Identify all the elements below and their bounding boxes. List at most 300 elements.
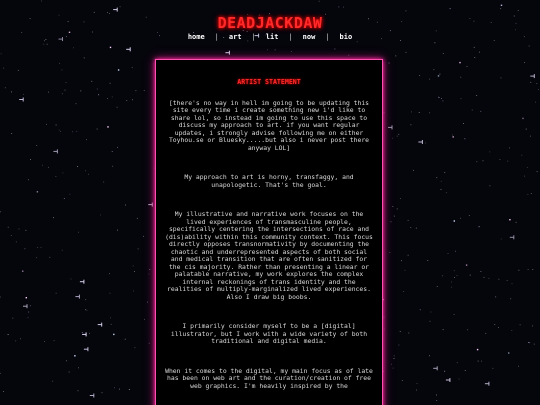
star bbox=[59, 130, 60, 131]
star bbox=[532, 269, 533, 270]
star bbox=[522, 118, 523, 119]
star bbox=[397, 209, 398, 210]
star bbox=[66, 82, 67, 83]
star bbox=[510, 298, 511, 299]
nav-separator: | bbox=[288, 33, 293, 41]
star bbox=[129, 389, 130, 390]
star bbox=[69, 372, 70, 373]
star bbox=[109, 273, 110, 274]
star bbox=[70, 194, 71, 195]
bright-star bbox=[485, 382, 490, 386]
star bbox=[88, 174, 89, 175]
star bbox=[452, 135, 453, 136]
star bbox=[335, 49, 336, 50]
star bbox=[134, 271, 135, 272]
artist-statement-heading: ARTIST STATEMENT bbox=[237, 78, 301, 86]
star bbox=[479, 226, 480, 227]
star bbox=[534, 344, 535, 345]
star bbox=[48, 92, 49, 93]
star bbox=[489, 278, 490, 279]
star bbox=[399, 345, 400, 346]
star bbox=[436, 177, 437, 178]
star bbox=[16, 242, 17, 243]
star bbox=[43, 44, 44, 45]
star bbox=[74, 355, 75, 356]
star bbox=[443, 101, 444, 102]
star bbox=[30, 159, 31, 160]
star bbox=[53, 217, 54, 218]
star bbox=[65, 90, 66, 91]
star bbox=[18, 70, 19, 71]
star bbox=[23, 94, 24, 95]
star bbox=[26, 297, 27, 298]
star bbox=[535, 102, 536, 103]
main-nav bbox=[0, 33, 540, 41]
star bbox=[391, 221, 392, 222]
star bbox=[529, 46, 530, 47]
star bbox=[478, 226, 479, 227]
star bbox=[76, 131, 77, 132]
star bbox=[527, 167, 528, 168]
star bbox=[85, 170, 86, 171]
star bbox=[466, 264, 467, 265]
bright-star bbox=[23, 304, 28, 308]
star bbox=[480, 111, 481, 112]
star bbox=[455, 251, 456, 252]
star bbox=[441, 98, 442, 99]
star bbox=[28, 317, 29, 318]
star bbox=[440, 74, 441, 75]
bright-star bbox=[53, 149, 58, 153]
star bbox=[384, 112, 385, 113]
nav-home-link[interactable]: home bbox=[187, 33, 205, 41]
star bbox=[149, 343, 150, 344]
star bbox=[348, 55, 349, 56]
star bbox=[42, 165, 43, 166]
bright-star bbox=[418, 140, 423, 144]
star bbox=[516, 222, 517, 223]
star bbox=[52, 381, 53, 382]
star bbox=[44, 341, 45, 342]
star bbox=[402, 380, 403, 381]
star bbox=[401, 260, 402, 261]
star bbox=[56, 125, 57, 126]
star bbox=[132, 99, 133, 100]
star bbox=[459, 379, 460, 380]
star bbox=[403, 291, 404, 292]
star bbox=[19, 229, 20, 230]
star bbox=[507, 161, 508, 162]
star bbox=[500, 159, 501, 160]
star bbox=[11, 235, 12, 236]
star bbox=[441, 189, 442, 190]
star bbox=[520, 324, 521, 325]
star bbox=[467, 66, 468, 67]
star bbox=[441, 181, 442, 182]
star bbox=[501, 239, 502, 240]
star bbox=[494, 324, 495, 325]
star bbox=[406, 11, 407, 12]
star bbox=[102, 392, 103, 393]
content-scroll-area bbox=[156, 60, 382, 390]
star bbox=[429, 355, 430, 356]
star bbox=[528, 269, 529, 270]
star bbox=[460, 218, 461, 219]
star bbox=[530, 82, 531, 83]
star bbox=[431, 312, 432, 313]
star bbox=[20, 338, 21, 339]
star bbox=[117, 230, 118, 231]
bright-star bbox=[113, 8, 118, 12]
bright-star bbox=[75, 295, 80, 299]
star bbox=[97, 129, 98, 130]
site-title: DEADJACKDAW bbox=[217, 14, 323, 32]
star bbox=[451, 287, 452, 288]
star bbox=[41, 1, 42, 2]
star bbox=[125, 339, 126, 340]
statement-paragraph-medium: I primarily consider myself to be a [digital] illustrator, but I work with a wide variety of both traditional and digital media. bbox=[170, 322, 368, 345]
star bbox=[28, 312, 29, 313]
star bbox=[532, 326, 533, 327]
star bbox=[408, 333, 409, 334]
star bbox=[460, 77, 461, 78]
star bbox=[499, 279, 500, 280]
star bbox=[529, 342, 530, 343]
star bbox=[469, 215, 470, 216]
star bbox=[80, 91, 81, 92]
star bbox=[138, 249, 139, 250]
star bbox=[459, 62, 460, 63]
star bbox=[357, 41, 358, 42]
star bbox=[501, 5, 502, 6]
star bbox=[143, 236, 144, 237]
star bbox=[135, 347, 136, 348]
star bbox=[400, 331, 401, 332]
star bbox=[120, 6, 121, 7]
star bbox=[0, 373, 1, 374]
star bbox=[411, 124, 412, 125]
bright-star bbox=[126, 47, 131, 51]
star bbox=[149, 269, 150, 270]
star bbox=[538, 89, 539, 90]
star bbox=[436, 400, 437, 401]
nav-separator: | bbox=[214, 33, 219, 41]
bright-star bbox=[530, 74, 535, 78]
star bbox=[518, 366, 519, 367]
nav-lit-link[interactable]: lit bbox=[265, 33, 279, 41]
nav-art-link[interactable]: art bbox=[228, 33, 242, 41]
star bbox=[474, 47, 475, 48]
star bbox=[107, 12, 108, 13]
nav-separator: | bbox=[325, 33, 330, 41]
star bbox=[413, 170, 414, 171]
star bbox=[400, 198, 401, 199]
statement-paragraph-digital: When it comes to the digital, my main focus as of late has been on web art and the curation/creation of free web graphics. I'm heavily inspired by the bbox=[165, 366, 373, 390]
star bbox=[319, 1, 320, 2]
star bbox=[136, 90, 137, 91]
star bbox=[110, 83, 111, 84]
star bbox=[85, 309, 86, 310]
star bbox=[446, 192, 447, 193]
star bbox=[343, 7, 344, 8]
star bbox=[394, 358, 395, 359]
star bbox=[389, 63, 390, 64]
star bbox=[476, 95, 477, 96]
star bbox=[46, 124, 47, 125]
star bbox=[465, 138, 466, 139]
star bbox=[453, 136, 454, 137]
star bbox=[531, 193, 532, 194]
star bbox=[3, 68, 4, 69]
star bbox=[62, 70, 63, 71]
star bbox=[524, 176, 525, 177]
star bbox=[41, 247, 42, 248]
star bbox=[0, 211, 1, 212]
star bbox=[47, 44, 48, 45]
star bbox=[393, 368, 394, 369]
star bbox=[72, 131, 73, 132]
star bbox=[416, 228, 417, 229]
star bbox=[73, 47, 74, 48]
star bbox=[63, 173, 64, 174]
star bbox=[60, 131, 61, 132]
statement-paragraph-intro: [there's no way in hell im going to be updating this site every time i create something new i'd like to share lol, so instead im going to use this space to discuss my approach to art. if you want regular updates, i strongly advise following me on either Toyhou.se or Bluesky.....but also i never post there anyway LOL] bbox=[168, 98, 370, 152]
star bbox=[133, 266, 134, 267]
star bbox=[444, 172, 445, 173]
bright-star bbox=[225, 51, 230, 55]
star bbox=[410, 227, 411, 228]
star bbox=[125, 205, 126, 206]
star bbox=[481, 271, 482, 272]
star bbox=[405, 270, 406, 271]
star bbox=[425, 143, 426, 144]
star bbox=[395, 56, 396, 57]
star bbox=[94, 12, 95, 13]
star bbox=[77, 166, 78, 167]
star bbox=[133, 291, 134, 292]
star bbox=[444, 371, 445, 372]
star bbox=[479, 52, 480, 53]
bright-star bbox=[90, 394, 95, 398]
star bbox=[416, 390, 417, 391]
star bbox=[8, 227, 9, 228]
star bbox=[22, 271, 23, 272]
star bbox=[511, 330, 512, 331]
star bbox=[84, 58, 85, 59]
star bbox=[36, 145, 37, 146]
star bbox=[438, 97, 439, 98]
star bbox=[528, 342, 529, 343]
nav-bio-link[interactable]: bio bbox=[339, 33, 353, 41]
star bbox=[457, 362, 458, 363]
star bbox=[411, 112, 412, 113]
star bbox=[508, 352, 509, 353]
nav-separator: | bbox=[251, 33, 256, 41]
star bbox=[454, 220, 455, 221]
star bbox=[477, 349, 478, 350]
star bbox=[144, 90, 145, 91]
star bbox=[427, 260, 428, 261]
star bbox=[3, 391, 4, 392]
star bbox=[484, 277, 485, 278]
star bbox=[392, 138, 393, 139]
star bbox=[114, 387, 115, 388]
star bbox=[408, 255, 409, 256]
star bbox=[437, 286, 438, 287]
star bbox=[397, 136, 398, 137]
star bbox=[537, 171, 538, 172]
star bbox=[518, 10, 519, 11]
star bbox=[454, 277, 455, 278]
star bbox=[12, 318, 13, 319]
bright-star bbox=[446, 378, 451, 382]
star bbox=[85, 299, 86, 300]
statement-paragraph-approach: My approach to art is horny, transfaggy, and unapologetic. That's the goal. bbox=[184, 173, 354, 189]
star bbox=[420, 309, 421, 310]
star bbox=[507, 280, 508, 281]
star bbox=[394, 216, 395, 217]
bright-star bbox=[148, 203, 153, 207]
star bbox=[62, 93, 63, 94]
star bbox=[59, 63, 60, 64]
bright-star bbox=[433, 366, 438, 370]
star bbox=[489, 152, 490, 153]
star bbox=[430, 321, 431, 322]
star bbox=[76, 103, 77, 104]
star bbox=[384, 317, 385, 318]
star bbox=[110, 47, 111, 48]
star bbox=[26, 230, 27, 231]
star bbox=[86, 139, 87, 140]
star bbox=[443, 53, 444, 54]
star bbox=[528, 194, 529, 195]
star bbox=[1, 53, 2, 54]
star bbox=[495, 297, 496, 298]
star bbox=[472, 110, 473, 111]
star bbox=[100, 215, 101, 216]
star bbox=[429, 112, 430, 113]
star bbox=[417, 383, 418, 384]
star bbox=[275, 50, 276, 51]
star bbox=[408, 220, 409, 221]
star bbox=[28, 179, 29, 180]
star bbox=[509, 148, 510, 149]
star bbox=[438, 75, 439, 76]
star bbox=[149, 274, 150, 275]
star bbox=[406, 52, 407, 53]
star bbox=[11, 133, 12, 134]
star bbox=[107, 126, 108, 127]
star bbox=[49, 257, 50, 258]
star bbox=[454, 270, 455, 271]
star bbox=[117, 147, 118, 148]
star bbox=[483, 160, 484, 161]
star bbox=[526, 129, 527, 130]
star bbox=[493, 368, 494, 369]
star bbox=[56, 176, 57, 177]
star bbox=[126, 100, 127, 101]
star bbox=[451, 282, 452, 283]
star bbox=[490, 185, 491, 186]
star bbox=[485, 333, 486, 334]
bright-star bbox=[98, 323, 103, 327]
star bbox=[117, 107, 118, 108]
star bbox=[391, 364, 392, 365]
star bbox=[524, 62, 525, 63]
nav-now-link[interactable]: now bbox=[302, 33, 316, 41]
star bbox=[530, 136, 531, 137]
star bbox=[62, 250, 63, 251]
star bbox=[439, 97, 440, 98]
star bbox=[474, 57, 475, 58]
star bbox=[443, 329, 444, 330]
star bbox=[111, 324, 112, 325]
star bbox=[463, 123, 464, 124]
star bbox=[107, 98, 108, 99]
star bbox=[389, 252, 390, 253]
star bbox=[132, 67, 133, 68]
star bbox=[137, 218, 138, 219]
star bbox=[454, 314, 455, 315]
star bbox=[78, 367, 79, 368]
star bbox=[476, 161, 477, 162]
star bbox=[5, 87, 6, 88]
star bbox=[392, 206, 393, 207]
star bbox=[0, 297, 1, 298]
star bbox=[501, 78, 502, 79]
star bbox=[89, 333, 90, 334]
star bbox=[113, 334, 114, 335]
star bbox=[465, 370, 466, 371]
star bbox=[436, 395, 437, 396]
star bbox=[384, 329, 385, 330]
star bbox=[457, 275, 458, 276]
star bbox=[112, 97, 113, 98]
star bbox=[56, 293, 57, 294]
bright-star bbox=[388, 125, 393, 129]
star bbox=[110, 293, 111, 294]
bright-star bbox=[84, 347, 89, 351]
star bbox=[536, 83, 537, 84]
star bbox=[11, 92, 12, 93]
star bbox=[467, 329, 468, 330]
bright-star bbox=[80, 280, 85, 284]
bright-star bbox=[19, 98, 24, 102]
star bbox=[87, 310, 88, 311]
star bbox=[64, 198, 65, 199]
star bbox=[91, 81, 92, 82]
star bbox=[144, 319, 145, 320]
star bbox=[419, 75, 420, 76]
star bbox=[498, 327, 499, 328]
star bbox=[15, 341, 16, 342]
content-panel[interactable] bbox=[155, 59, 383, 405]
star bbox=[8, 334, 9, 335]
bright-star bbox=[510, 235, 515, 239]
star bbox=[383, 371, 384, 372]
star bbox=[500, 8, 501, 9]
star bbox=[394, 356, 395, 357]
star bbox=[419, 112, 420, 113]
star bbox=[442, 275, 443, 276]
star bbox=[267, 49, 268, 50]
star bbox=[71, 279, 72, 280]
bright-star bbox=[82, 332, 87, 336]
star bbox=[78, 232, 79, 233]
star bbox=[54, 340, 55, 341]
star bbox=[97, 89, 98, 90]
star bbox=[82, 332, 83, 333]
